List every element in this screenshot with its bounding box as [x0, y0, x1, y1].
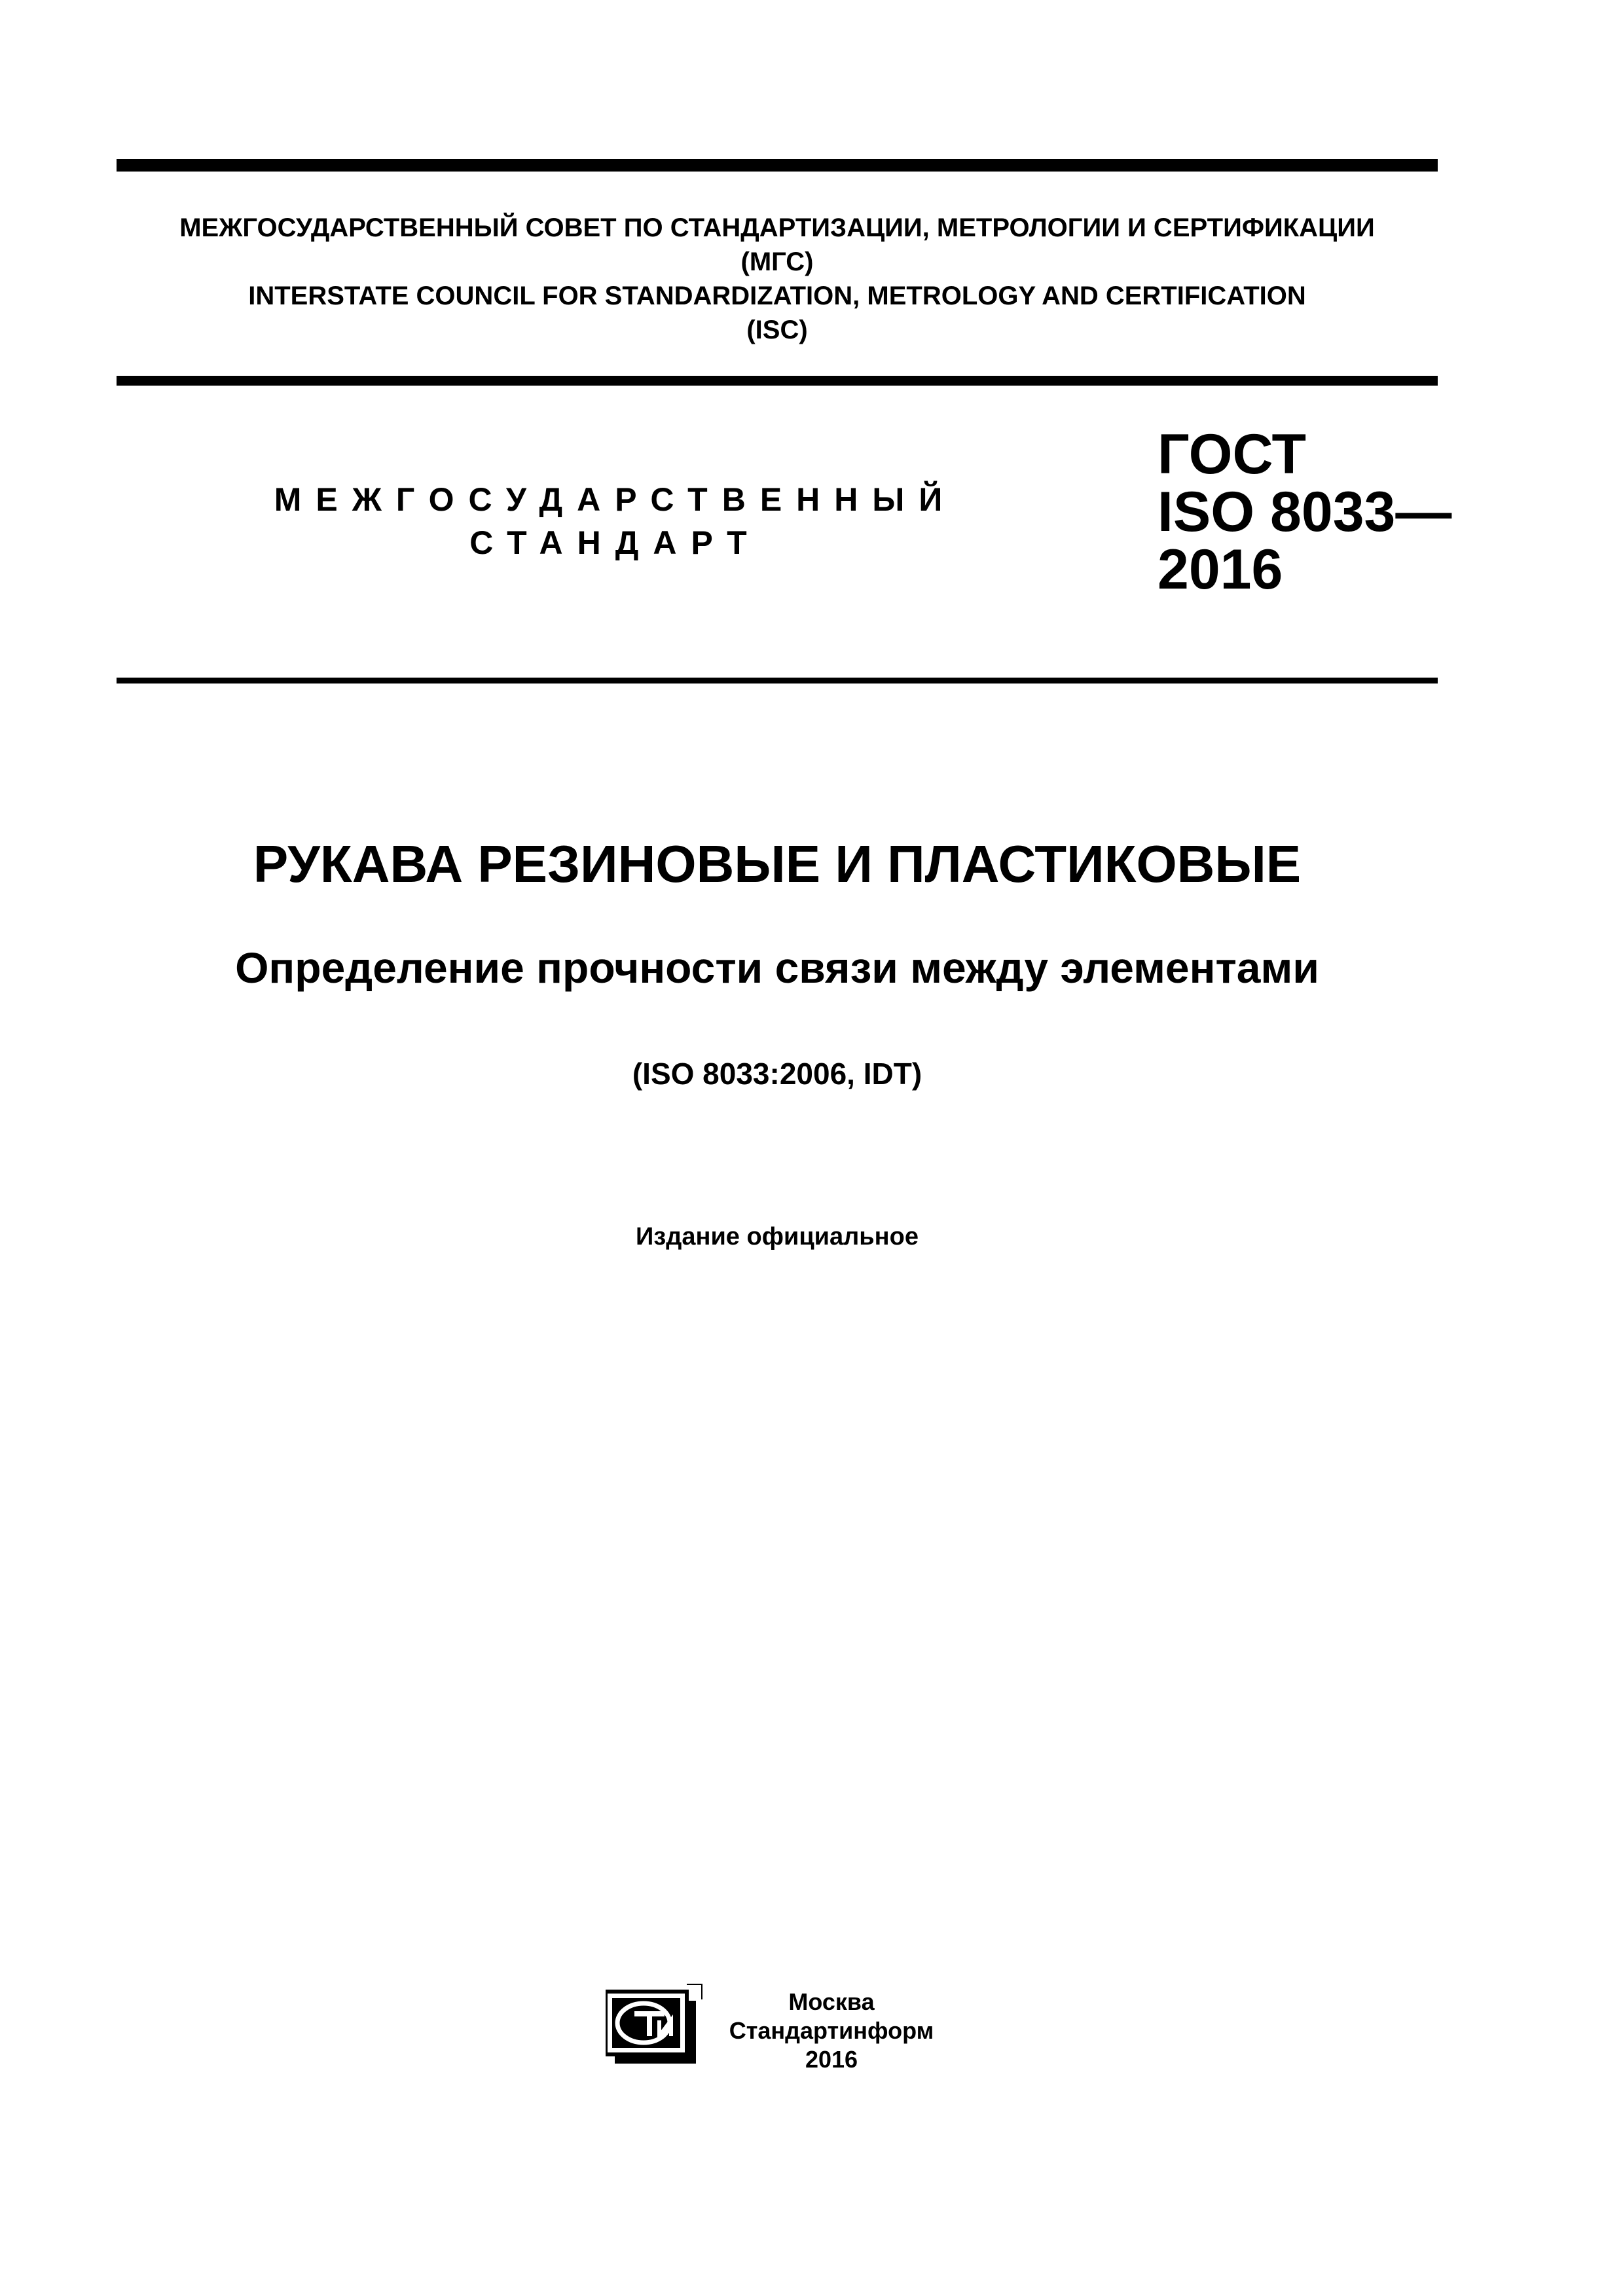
publisher-name: Стандартинформ: [729, 2017, 934, 2044]
standard-type: [249, 478, 982, 564]
council-name-en: INTERSTATE COUNCIL FOR STANDARDIZATION, METROLOGY AND CERTIFICATION: [248, 282, 1306, 310]
publisher-block: [707, 1988, 956, 2074]
standartinform-logo-icon: [606, 1984, 702, 2066]
edition-label: Издание официальное: [636, 1223, 919, 1250]
council-abbr-ru: (МГС): [740, 247, 814, 276]
council-abbr-en: (ISC): [746, 316, 808, 344]
publisher-year: 2016: [805, 2046, 858, 2073]
standard-type-line-2: СТАНДАРТ: [469, 524, 761, 561]
middle-rule: [117, 376, 1438, 386]
document-title: РУКАВА РЕЗИНОВЫЕ И ПЛАСТИКОВЫЕ: [253, 835, 1302, 893]
document-subtitle: Определение прочности связи между элементами: [235, 943, 1319, 992]
council-header: [117, 211, 1438, 347]
standard-designation: [1158, 423, 1452, 601]
designation-line-3: 2016: [1158, 538, 1283, 601]
bottom-rule: [117, 678, 1438, 683]
designation-line-2: ISO 8033—: [1158, 481, 1452, 543]
iso-reference: (ISO 8033:2006, IDT): [632, 1057, 922, 1091]
publisher-city: Москва: [788, 1988, 875, 2015]
standard-type-line-1: МЕЖГОСУДАРСТВЕННЫЙ: [274, 481, 957, 518]
designation-line-1: ГОСТ: [1158, 423, 1307, 486]
council-name-ru: МЕЖГОСУДАРСТВЕННЫЙ СОВЕТ ПО СТАНДАРТИЗАЦИИ, МЕТРОЛОГИИ И СЕРТИФИКАЦИИ: [179, 213, 1375, 242]
top-rule: [117, 159, 1438, 172]
